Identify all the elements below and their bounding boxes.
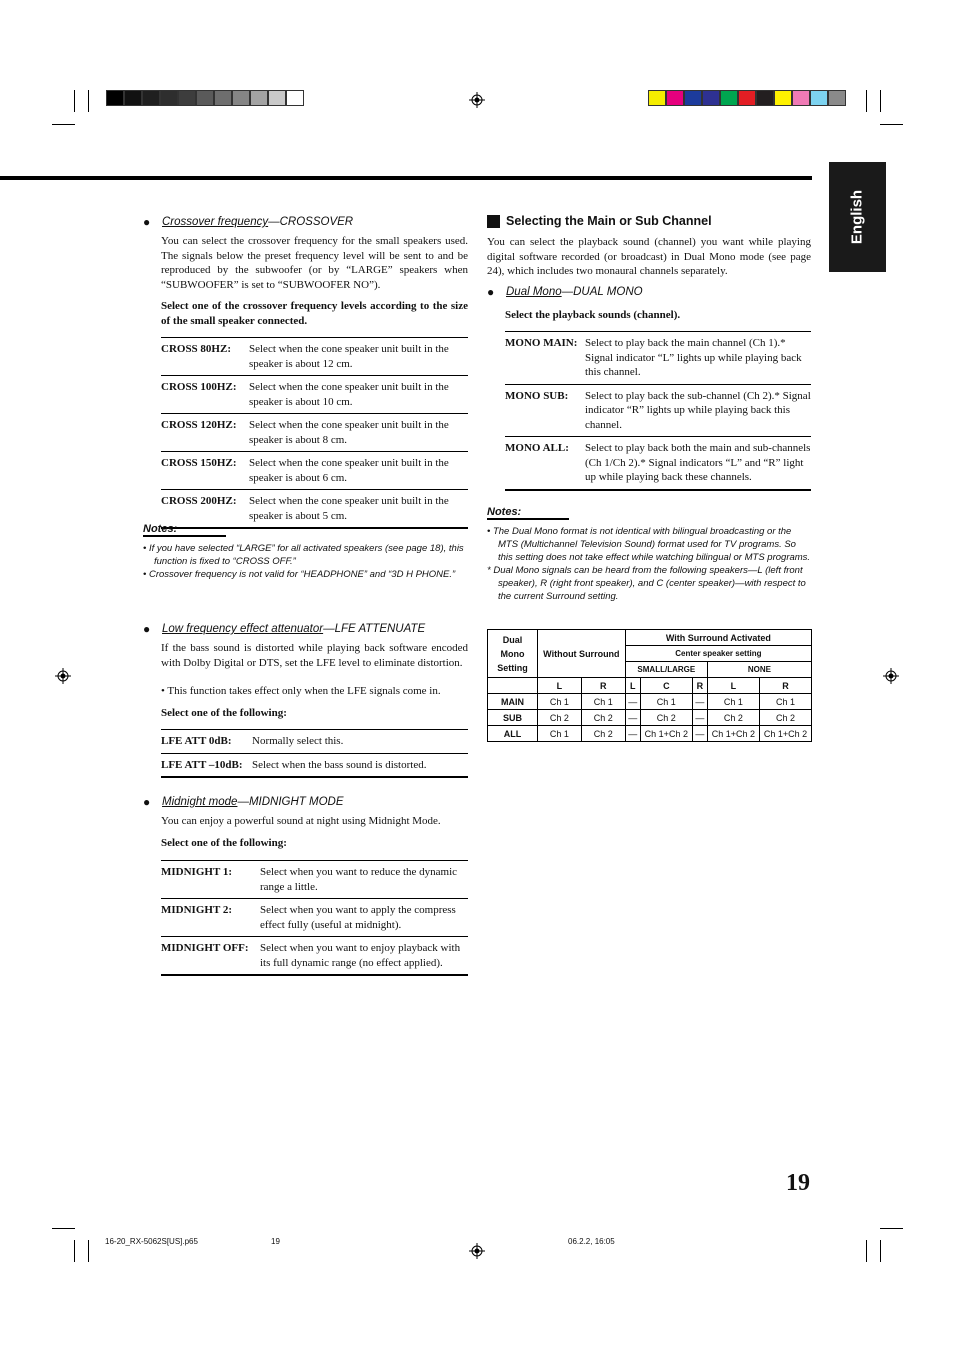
option-key: CROSS 100HZ: [161, 376, 249, 414]
table-row [488, 710, 812, 726]
crop-mark [880, 1240, 881, 1262]
table-cell: Ch 1 [581, 694, 625, 710]
midnight-heading: ● Midnight mode—MIDNIGHT MODE [143, 795, 344, 809]
column-label: R [581, 678, 625, 694]
midnight-body: You can enjoy a powerful sound at night using Midnight Mode. [161, 815, 441, 827]
dual-mono-heading: ● Dual Mono—DUAL MONO [487, 285, 643, 299]
channel-notes-title: Notes: [487, 506, 569, 520]
registration-mark-icon [883, 668, 899, 684]
note-bullet: • [143, 543, 149, 554]
table-cell: Ch 2 [759, 710, 811, 726]
crossover-heading: ● Crossover frequency—CROSSOVER [143, 215, 354, 229]
column-label: L [538, 678, 582, 694]
option-key: LFE ATT –10dB: [161, 753, 252, 777]
option-description: Select when the cone speaker unit built in the speaker is about 10 cm. [249, 376, 468, 414]
option-key: CROSS 120HZ: [161, 414, 249, 452]
color-swatch [648, 90, 666, 106]
crop-mark [52, 1228, 75, 1229]
column-label: R [759, 678, 811, 694]
option-key: CROSS 80HZ: [161, 338, 249, 376]
color-swatch [268, 90, 286, 106]
page-number: 19 [786, 1170, 810, 1196]
color-swatch [756, 90, 774, 106]
column-label: L [707, 678, 759, 694]
channel-heading: Selecting the Main or Sub Channel [506, 214, 712, 228]
option-row [505, 332, 811, 384]
midnight-table [161, 860, 468, 976]
table-cell: — [625, 694, 640, 710]
option-row [161, 452, 468, 490]
note-mark: • [487, 526, 491, 537]
crop-mark [74, 90, 75, 112]
option-key: MIDNIGHT OFF: [161, 937, 260, 976]
lfe-table [161, 729, 468, 778]
note-text: Crossover frequency is not valid for “HEADPHONE” and “3D H PHONE.” [148, 569, 456, 580]
table-cell: Ch 2 [581, 710, 625, 726]
table-cell: Ch 2 [707, 710, 759, 726]
option-row [161, 414, 468, 452]
color-swatch [738, 90, 756, 106]
color-swatch [720, 90, 738, 106]
speaker-output-table [487, 629, 812, 742]
midnight-instruction: Select one of the following: [161, 837, 287, 849]
channel-body: You can select the playback sound (channel) you want while playing digital software recorded (or broadcast) in Dual Mono mode (see page 24), which includes two monaural channels separately. [487, 236, 811, 277]
table-cell: — [625, 710, 640, 726]
option-description: Select when the cone speaker unit built in the speaker is about 5 cm. [249, 490, 468, 529]
option-row [161, 899, 468, 937]
color-swatch [142, 90, 160, 106]
color-swatch [214, 90, 232, 106]
note-text: The Dual Mono format is not identical with bilingual broadcasting or the MTS (Multichannel Television Sound) format used for TV programs. So this setting does not take effect while watching bilingual or MTS programs. [492, 526, 811, 563]
language-tab-label: English [848, 189, 866, 245]
note-item [143, 542, 465, 568]
channel-notes [487, 525, 813, 603]
option-key: MONO MAIN: [505, 332, 585, 384]
section-marker-icon [487, 215, 500, 228]
note-bullet: • [143, 569, 149, 580]
registration-mark-icon [469, 1243, 485, 1259]
col-header-with: With Surround Activated [625, 630, 811, 646]
option-key: MIDNIGHT 2: [161, 899, 260, 937]
table-cell: Ch 1+Ch 2 [640, 726, 692, 742]
lfe-instruction: Select one of the following: [161, 707, 287, 719]
option-row [161, 730, 468, 753]
option-key: LFE ATT 0dB: [161, 730, 252, 753]
crop-mark [88, 1240, 89, 1262]
row-label: MAIN [488, 694, 538, 710]
lfe-bullet: • This function takes effect only when the LFE signals come in. [161, 685, 441, 697]
color-swatch [684, 90, 702, 106]
crop-mark [866, 1240, 867, 1262]
column-label: L [625, 678, 640, 694]
crossover-table [161, 337, 468, 529]
dual-mono-instruction: Select the playback sounds (channel). [505, 309, 681, 321]
color-swatch [124, 90, 142, 106]
corner-cell [488, 678, 538, 694]
option-row [161, 753, 468, 777]
option-key: MONO ALL: [505, 437, 585, 490]
color-swatch [106, 90, 124, 106]
lfe-body: If the bass sound is distorted while playing back software encoded with Dolby Digital or DTS, set the LFE level to eliminate distortion. [161, 642, 468, 669]
option-description: Select to play back the main channel (Ch 1).* Signal indicator “L” lights up while playing back this channel. [585, 332, 811, 384]
table-cell: Ch 2 [581, 726, 625, 742]
option-description: Select when you want to apply the compress effect fully (useful at midnight). [260, 899, 468, 937]
dual-mono-table [505, 331, 811, 491]
column-label: C [640, 678, 692, 694]
lfe-heading: ● Low frequency effect attenuator—LFE ATTENUATE [143, 622, 426, 636]
table-cell: Ch 1 [538, 694, 582, 710]
option-key: CROSS 150HZ: [161, 452, 249, 490]
note-item [487, 525, 813, 564]
table-cell: Ch 2 [538, 710, 582, 726]
option-row [161, 937, 468, 976]
option-description: Select when the cone speaker unit built in the speaker is about 8 cm. [249, 414, 468, 452]
option-description: Select to play back both the main and sub-channels (Ch 1/Ch 2).* Signal indicators “L” and “R” light up while playing back these channels. [585, 437, 811, 490]
col-header-none: NONE [707, 662, 811, 678]
note-text: If you have selected “LARGE” for all activated speakers (see page 18), this function is fixed to “CROSS OFF.” [148, 543, 464, 567]
option-key: MONO SUB: [505, 384, 585, 437]
note-text: Dual Mono signals can be heard from the following speakers—L (left front speaker), R (right front speaker), and C (center speaker)—with respect to the current Surround setting. [493, 565, 806, 602]
crop-mark [880, 124, 903, 125]
note-mark: * [487, 565, 491, 576]
crossover-notes [143, 542, 465, 581]
note-item [487, 564, 813, 603]
option-row [505, 384, 811, 437]
option-description: Select when the cone speaker unit built in the speaker is about 12 cm. [249, 338, 468, 376]
table-cell: Ch 1 [759, 694, 811, 710]
header-rule [0, 176, 812, 180]
color-swatch [286, 90, 304, 106]
crop-mark [74, 1240, 75, 1262]
table-cell: Ch 1+Ch 2 [759, 726, 811, 742]
crop-mark [880, 90, 881, 112]
option-description: Select to play back the sub-channel (Ch 2).* Signal indicator “R” lights up while playing back this channel. [585, 384, 811, 437]
crossover-instruction: Select one of the crossover frequency levels according to the size of the small speaker connected. [161, 300, 468, 327]
registration-mark-icon [55, 668, 71, 684]
color-swatch [250, 90, 268, 106]
col-header-center: Center speaker setting [625, 646, 811, 662]
option-row [161, 338, 468, 376]
note-item [143, 568, 465, 581]
option-description: Select when the cone speaker unit built in the speaker is about 6 cm. [249, 452, 468, 490]
color-swatch [666, 90, 684, 106]
color-swatch [702, 90, 720, 106]
table-cell: — [692, 710, 707, 726]
option-key: MIDNIGHT 1: [161, 861, 260, 899]
option-key: CROSS 200HZ: [161, 490, 249, 529]
option-row [161, 861, 468, 899]
color-swatch [792, 90, 810, 106]
table-row [488, 694, 812, 710]
option-description: Normally select this. [252, 730, 468, 753]
color-swatch [160, 90, 178, 106]
table-cell: Ch 1+Ch 2 [707, 726, 759, 742]
color-swatch [774, 90, 792, 106]
crossover-body: You can select the crossover frequency for the small speakers used. The signals below the preset frequency level will be sent to and be reproduced by the subwoofer (or by “LARGE” speakers when “SUBWOOFER” is set to “SUBWOOFER NO”). [161, 235, 468, 291]
table-cell: Ch 1 [707, 694, 759, 710]
table-cell: Ch 1 [538, 726, 582, 742]
table-cell: Ch 1 [640, 694, 692, 710]
option-description: Select when you want to enjoy playback with its full dynamic range (no effect applied). [260, 937, 468, 976]
crop-mark [52, 124, 75, 125]
language-tab [829, 162, 886, 272]
table-row [488, 726, 812, 742]
column-label: R [692, 678, 707, 694]
row-label: ALL [488, 726, 538, 742]
crop-mark [880, 1228, 903, 1229]
row-label: SUB [488, 710, 538, 726]
crop-mark [88, 90, 89, 112]
table-cell: — [625, 726, 640, 742]
option-description: Select when the bass sound is distorted. [252, 753, 468, 777]
col-header-setting: Dual Mono Setting [488, 630, 538, 678]
option-row [161, 376, 468, 414]
footer-file: 16-20_RX-5062S[US].p65 [105, 1237, 198, 1246]
table-cell: — [692, 694, 707, 710]
crop-mark [866, 90, 867, 112]
color-swatch [196, 90, 214, 106]
color-swatch [810, 90, 828, 106]
crossover-notes-title: Notes: [143, 523, 226, 537]
registration-mark-icon [469, 92, 485, 108]
col-header-without: Without Surround [538, 630, 626, 678]
color-swatch [232, 90, 250, 106]
option-row [505, 437, 811, 490]
col-header-small-large: SMALL/LARGE [625, 662, 707, 678]
color-swatch [178, 90, 196, 106]
footer-page: 19 [271, 1237, 280, 1246]
table-cell: — [692, 726, 707, 742]
option-description: Select when you want to reduce the dynamic range a little. [260, 861, 468, 899]
table-cell: Ch 2 [640, 710, 692, 726]
footer-date: 06.2.2, 16:05 [568, 1237, 615, 1246]
color-swatch [828, 90, 846, 106]
